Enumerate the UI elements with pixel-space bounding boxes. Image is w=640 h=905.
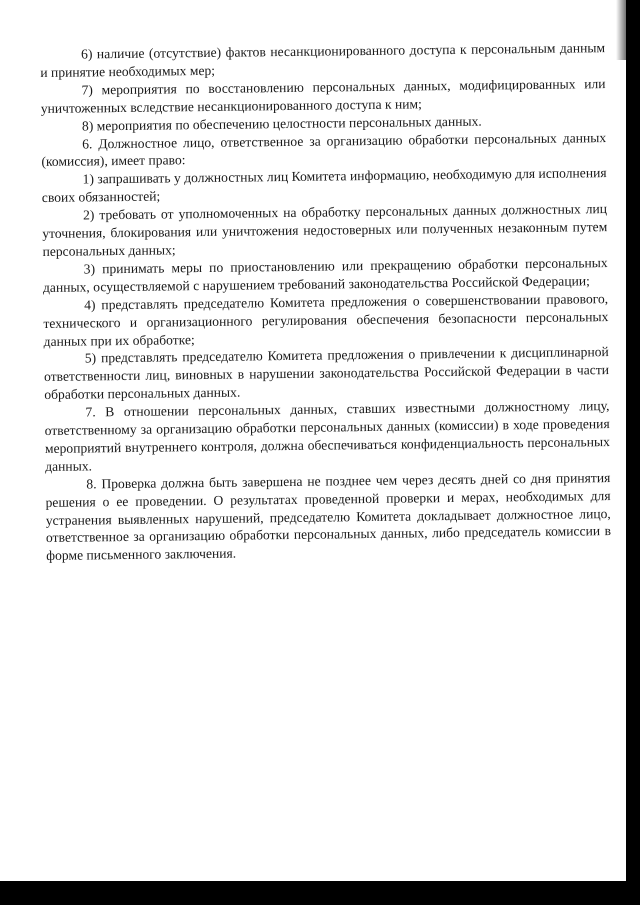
- paragraph-right-1-request-info: 1) запрашивать у должностных лиц Комитета информацию, необходимую для исполнения своих обязанностей;: [41, 165, 607, 206]
- paragraph-item-8-integrity: 8) мероприятия по обеспечению целостности персональных данных.: [81, 113, 482, 134]
- scan-shadow: [616, 0, 626, 60]
- scan-border-right: [626, 0, 640, 905]
- paragraph-item-6-unauthorized-access: 6) наличие (отсутствие) фактов несанкционированного доступа к персональным данным и принятие необходимых мер;: [40, 40, 606, 80]
- document-body: [40, 39, 611, 565]
- paragraph-right-4-improvement-proposals: 4) представлять председателю Комитета предложения о совершенствовании правового, технического и организационного регулирования обеспечения безопасности персональных данных при их обработке;: [43, 290, 609, 349]
- paragraph-item-7-restoration: 7) мероприятия по восстановлению персональных данных, модифицированных или уничтоженных вследствие несанкционированного доступа к ним;: [40, 75, 606, 116]
- paragraph-right-5-disciplinary-proposals: 5) представлять председателю Комитета предложения о привлечении к дисциплинарной ответственности лиц, виновных в нарушении законодательства Российской Федерации в части обработки персональных данных.: [43, 344, 610, 403]
- paragraph-section-6-rights: 6. Должностное лицо, ответственное за организацию обработки персональных данных (комиссия), имеет право:: [41, 129, 607, 170]
- paragraph-section-7-confidentiality: 7. В отношении персональных данных, ставших известными должностному лицу, ответственному за организацию обработки персональных данных (комиссии) в ходе проведения мероприятий внутреннего контроля, должна обеспечиваться конфиденциальность персональных данных.: [44, 398, 610, 474]
- scan-border-bottom: [0, 881, 640, 905]
- paragraph-right-2-demand-clarification: 2) требовать от уполномоченных на обработку персональных данных должностных лиц уточнения, блокирования или уничтожения недостоверных или полученных незаконным путем персональных данных;: [42, 201, 608, 259]
- paragraph-right-3-suspend-processing: 3) принимать меры по приостановлению или прекращению обработки персональных данных, осуществляемой с нарушением требований законодательства Российской Федерации;: [42, 254, 608, 295]
- paragraph-section-8-inspection-deadline: 8. Проверка должна быть завершена не позднее чем через десять дней со дня принятия решения о ее проведении. О результатах проведенной проверки и мерах, необходимых для устранения выявленных нарушений, председателю Комитета докладывает должностное лицо, ответственное за организацию обработки персональных данных, либо председатель комиссии в форме письменного заключения.: [45, 469, 612, 564]
